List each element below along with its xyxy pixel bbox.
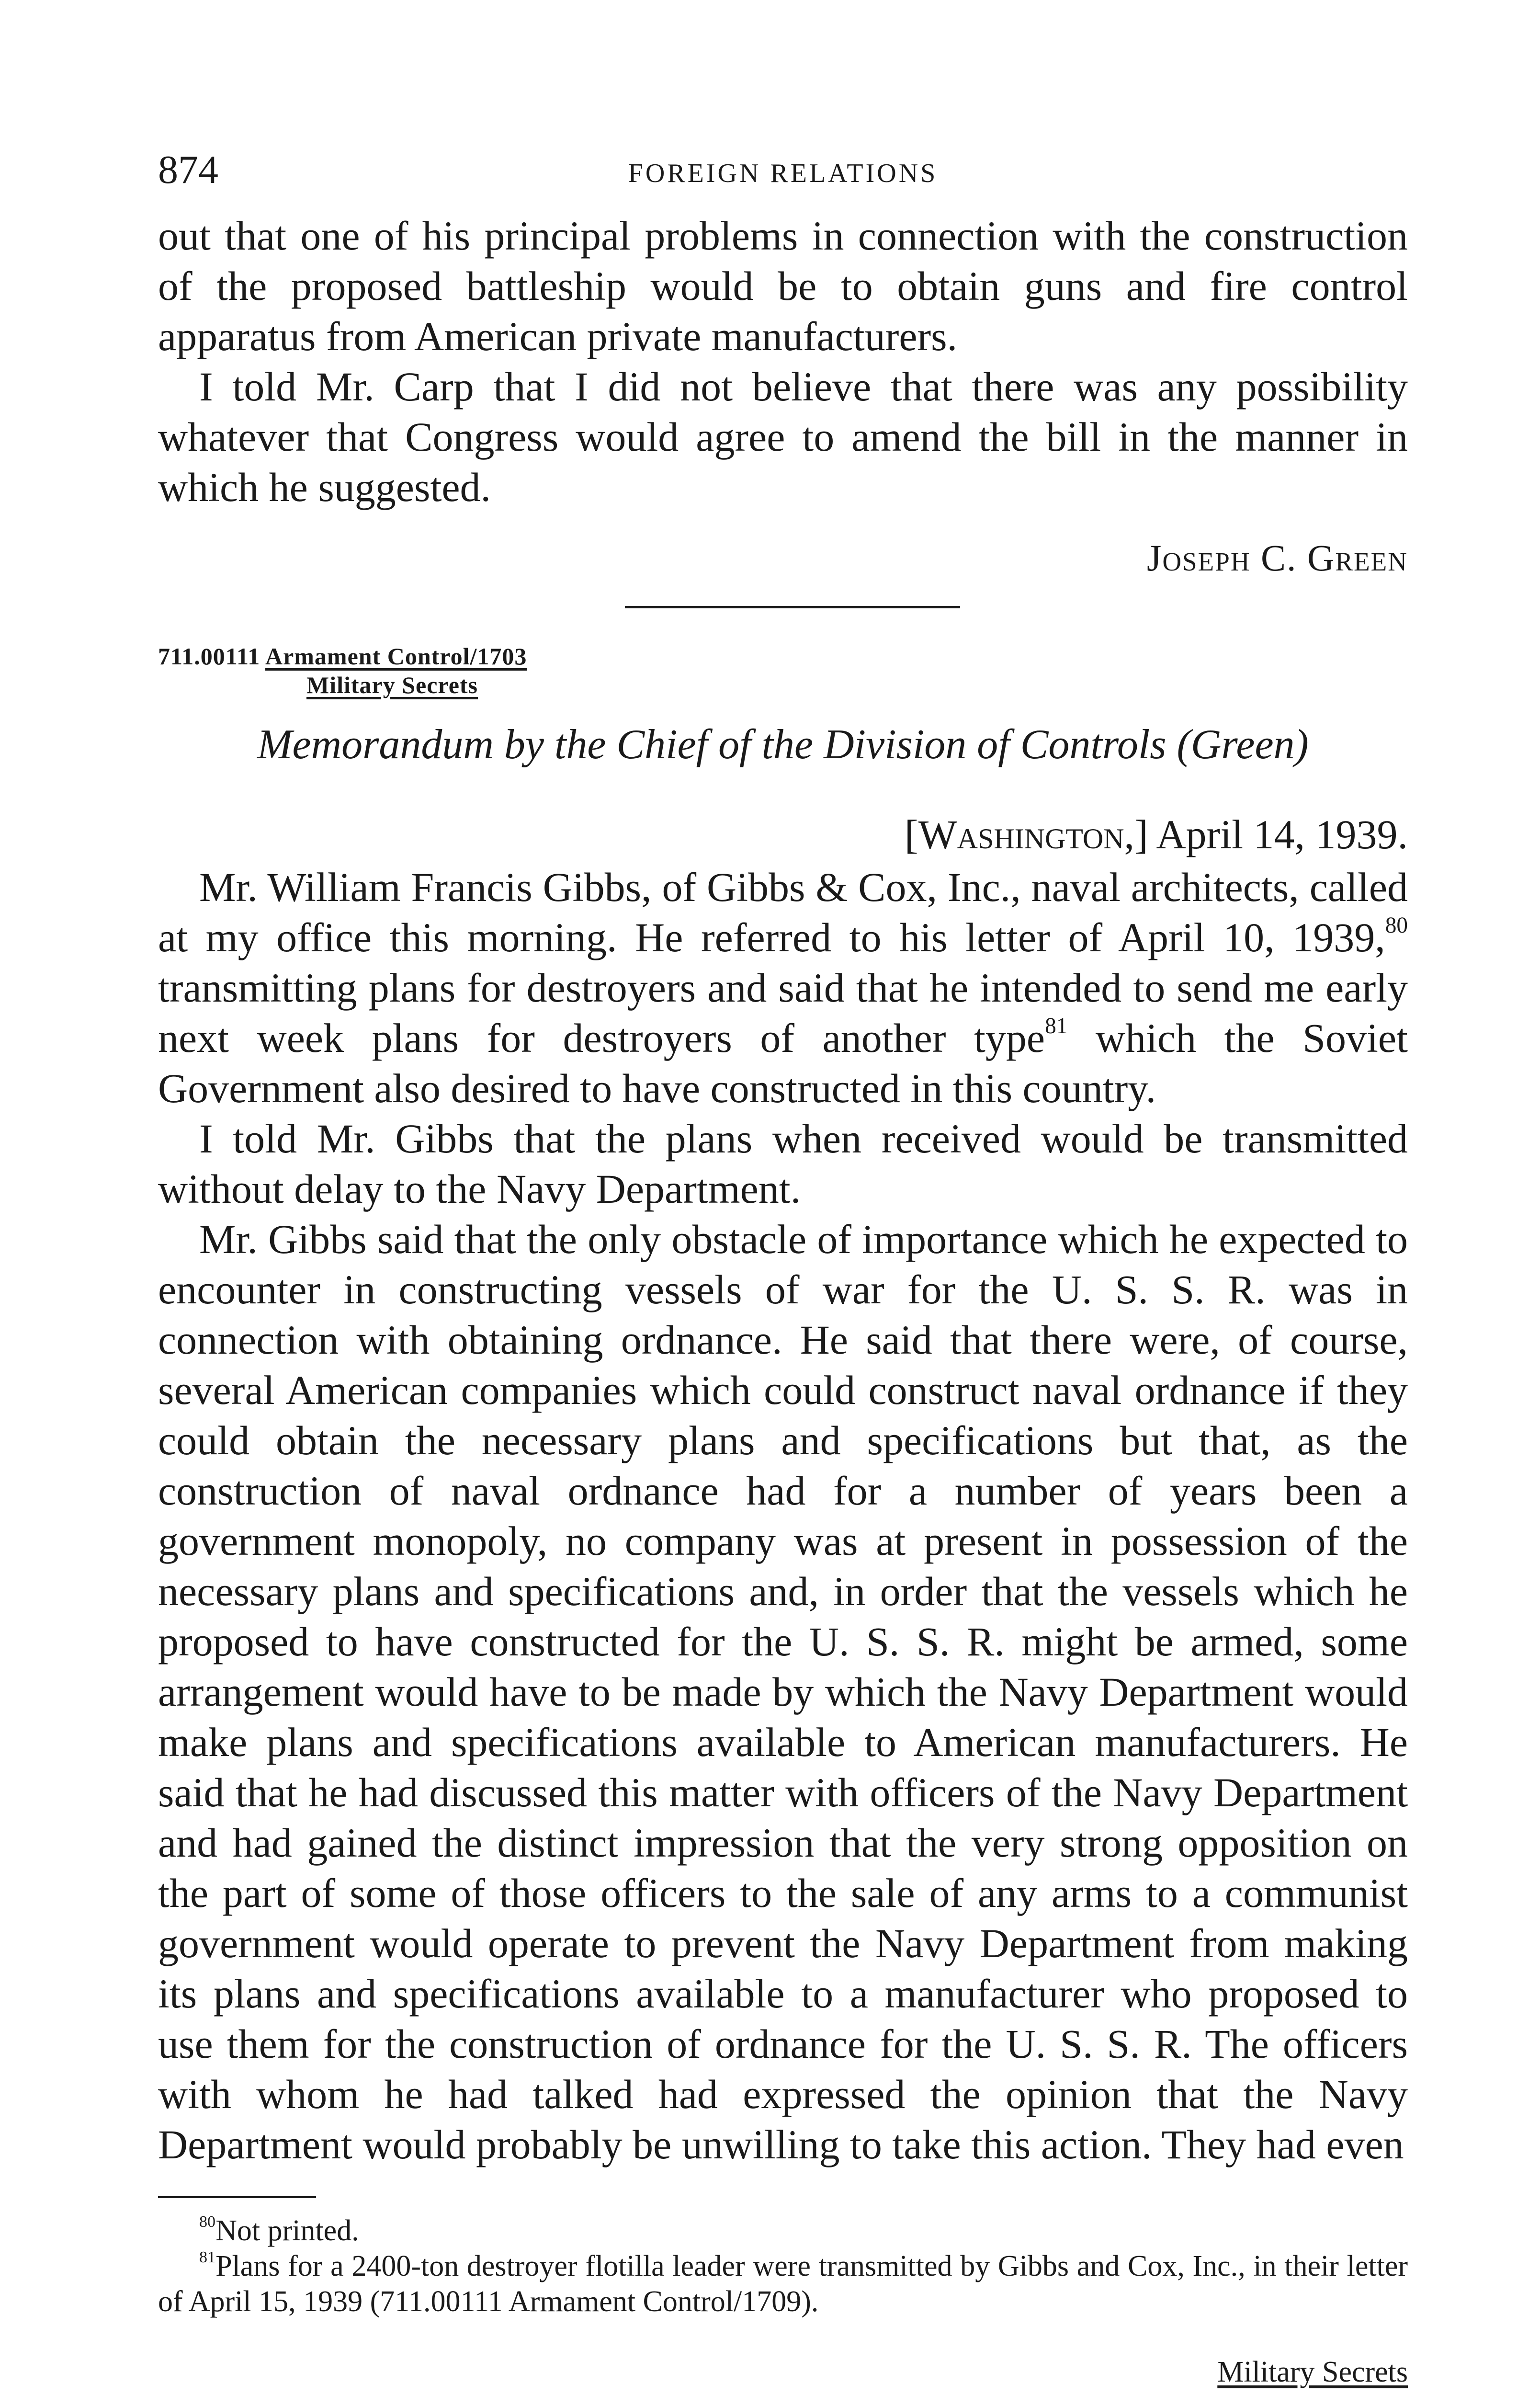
continuation-text: [158, 211, 1408, 513]
footnote-81-text: Plans for a 2400-ton destroyer flotilla leader were transmitted by Gibbs and Cox, Inc., in their letter of April 15, 1939 (711.00111 Armament Control/1709).: [158, 2250, 1408, 2318]
file-subcategory-line: [306, 671, 478, 699]
page-header: [158, 144, 1408, 196]
dateline-date: April 14, 1939.: [1156, 811, 1408, 857]
dateline-place: [Washington,]: [904, 811, 1148, 857]
dateline: [905, 810, 1408, 860]
file-number: 711.00111: [158, 643, 260, 670]
footnote-ref-81: 81: [1045, 1013, 1068, 1038]
memorandum-body: [158, 862, 1408, 2170]
body-paragraph-1-part-c: which the Soviet Government also desired to have constructed in this country.: [158, 1015, 1408, 1111]
footnote-divider: [158, 2196, 316, 2198]
signature: Joseph C. Green: [1146, 537, 1408, 579]
continuation-paragraph-1: out that one of his principal problems in connection with the construction of the proposed battleship would be to obtain guns and fire control apparatus from American private manufacturers.: [158, 213, 1408, 359]
file-subcategory: Military Secrets: [306, 672, 478, 698]
document-title: Memorandum by the Chief of the Division of Controls (Green): [257, 721, 1309, 768]
body-paragraph-1-part-b: transmitting plans for destroyers and said that he intended to send me early next week plans for destroyers of another type: [158, 965, 1408, 1061]
footnote-80: [158, 2213, 1408, 2248]
footnote-80-number: 80: [199, 2213, 216, 2231]
page-number: 874: [158, 148, 218, 192]
file-category: Armament Control/1703: [265, 643, 527, 670]
body-paragraph-1-part-a: Mr. William Francis Gibbs, of Gibbs & Cox, Inc., naval architects, called at my office this morning. He referred to his letter of April 10, 1939,: [158, 864, 1408, 960]
continuation-paragraph-2: I told Mr. Carp that I did not believe that there was any possibility whatever that Congress would agree to amend the bill in the manner in which he suggested.: [158, 364, 1408, 510]
section-divider: [625, 606, 960, 608]
footnote-81-continuation: Military Secrets: [1217, 2356, 1408, 2388]
footnote-ref-80: 80: [1385, 912, 1408, 938]
running-head: FOREIGN RELATIONS: [628, 159, 938, 188]
body-paragraph-3: Mr. Gibbs said that the only obstacle of importance which he expected to encounter in constructing vessels of war for the U. S. S. R. was in connection with obtaining ordnance. He said that there were, of course, several American companies which could construct naval ordnance if they could obtain the necessary plans and specifications but that, as the construction of naval ordnance had for a number of years been a government monopoly, no company was at present in possession of the necessary plans and specifications and, in order that the vessels which he proposed to have constructed for the U. S. S. R. might be armed, some arrangement would have to be made by which the Navy Department would make plans and specifications available to American manufacturers. He said that he had discussed this matter with officers of the Navy Department and had gained the distinct impression that the very strong opposition on the part of some of those officers to the sale of any arms to a communist government would operate to prevent the Navy Department from making its plans and specifications available to a manufacturer who proposed to use them for the construction of ordnance for the U. S. S. R. The officers with whom he had talked had expressed the opinion that the Navy Department would probably be unwilling to take this action. They had even: [158, 1216, 1408, 2167]
footnotes: [158, 2213, 1408, 2319]
body-paragraph-2: I told Mr. Gibbs that the plans when received would be transmitted without delay to the Navy Department.: [158, 1116, 1408, 1212]
file-reference: [158, 642, 527, 671]
footnote-81: [158, 2248, 1408, 2319]
footnote-81-number: 81: [199, 2248, 216, 2266]
body-paragraph-1: [158, 862, 1408, 1114]
footnote-80-text: Not printed.: [215, 2214, 359, 2247]
